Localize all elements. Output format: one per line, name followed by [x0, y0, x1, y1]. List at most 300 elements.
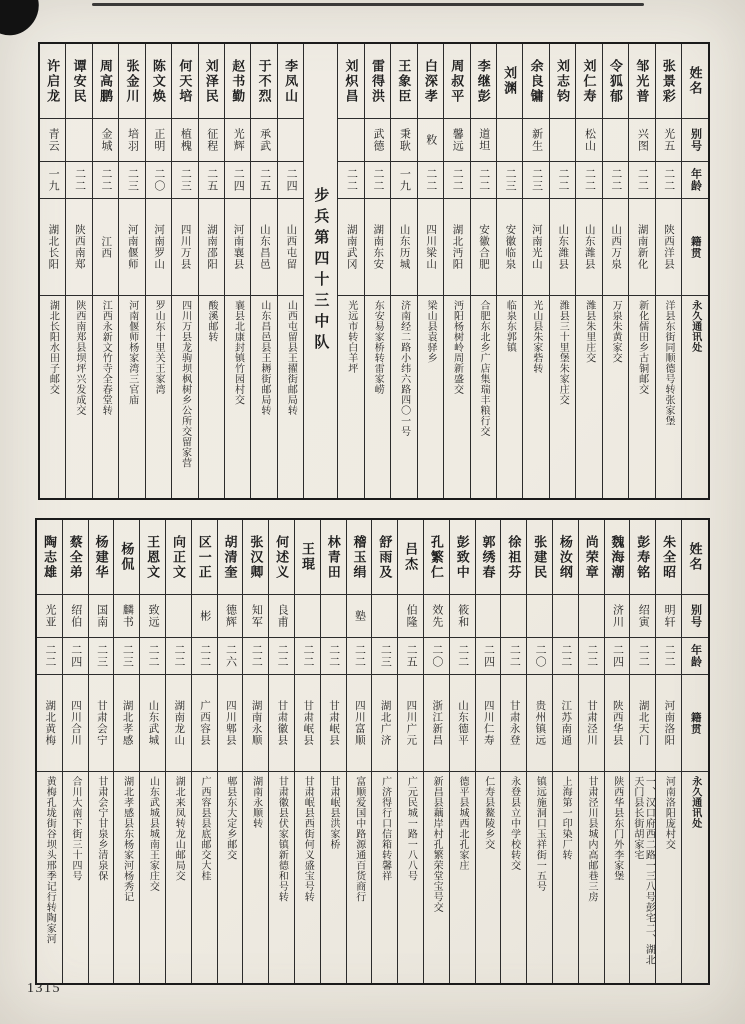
person-column — [250, 44, 276, 498]
person-name: 雷得洪 — [369, 58, 385, 104]
address-cell — [269, 772, 294, 978]
person-column — [346, 520, 372, 983]
person-address: 甘肃会宁甘泉乡清泉保 — [95, 776, 107, 881]
address-cell — [63, 772, 88, 978]
age-cell — [553, 638, 578, 675]
row-header-column — [681, 44, 708, 498]
person-name: 蔡全弟 — [67, 534, 83, 580]
person-age: 二二 — [662, 168, 675, 192]
address-cell — [192, 772, 217, 978]
row-header-cell — [682, 296, 708, 493]
person-name: 何述义 — [274, 534, 290, 580]
person-native: 广西容县 — [199, 700, 212, 746]
person-alias: 筱和 — [456, 604, 469, 628]
age-cell — [218, 638, 243, 675]
name-cell — [251, 44, 276, 119]
person-name: 周叔平 — [449, 58, 465, 104]
native-cell — [119, 199, 144, 296]
person-age: 二三 — [126, 168, 139, 192]
age-cell — [605, 638, 630, 675]
name-cell — [146, 44, 171, 119]
person-age: 二四 — [611, 644, 624, 668]
person-native: 山东武城 — [147, 700, 160, 746]
person-native: 山西屯留 — [285, 224, 298, 270]
person-age: 二二 — [637, 644, 650, 668]
address-cell — [365, 296, 390, 493]
person-native: 山东潍县 — [583, 224, 596, 270]
age-cell — [278, 162, 303, 199]
person-name: 刘志钧 — [555, 58, 571, 104]
unit-title-column — [303, 44, 337, 498]
address-cell — [656, 772, 681, 978]
person-address: 德平县城西北孔家庄 — [456, 776, 468, 871]
address-cell — [630, 772, 655, 978]
person-native: 甘肃永登 — [508, 700, 521, 746]
name-cell — [40, 44, 65, 119]
person-alias: 明轩 — [663, 604, 676, 628]
person-column — [371, 520, 397, 983]
person-name: 吕杰 — [403, 542, 419, 572]
person-name: 张汉卿 — [248, 534, 264, 580]
native-cell — [579, 675, 604, 772]
person-address: 陕西华县东门外李家堡 — [611, 776, 623, 881]
alias-cell — [338, 119, 363, 162]
person-address: 陕西南郑县坝坪兴发成交 — [73, 300, 85, 416]
address-cell — [278, 296, 303, 493]
age-cell — [450, 638, 475, 675]
person-age: 二二 — [276, 644, 289, 668]
person-name: 朱全昭 — [661, 534, 677, 580]
native-cell — [251, 199, 276, 296]
address-cell — [471, 296, 496, 493]
alias-cell — [192, 595, 217, 638]
name-cell — [93, 44, 118, 119]
alias-cell — [398, 595, 423, 638]
person-age: 二二 — [583, 168, 596, 192]
address-cell — [605, 772, 630, 978]
address-cell — [497, 296, 522, 493]
age-cell — [656, 638, 681, 675]
person-column — [390, 44, 416, 498]
person-address: 一、汉口府西二路一三八号彭宅二、湖北天门县长街胡家宅 — [631, 776, 655, 965]
address-cell — [66, 296, 91, 493]
person-name: 李继彭 — [475, 58, 491, 104]
person-age: 二五 — [258, 168, 271, 192]
age-cell — [225, 162, 250, 199]
native-cell — [40, 199, 65, 296]
address-cell — [172, 296, 197, 493]
person-column — [92, 44, 118, 498]
person-native: 河南襄县 — [232, 224, 245, 270]
name-cell — [476, 520, 501, 595]
person-address: 湖北来凤转龙山邮局交 — [173, 776, 185, 881]
person-alias: 良甫 — [276, 604, 289, 628]
name-cell — [391, 44, 416, 119]
person-address: 甘肃泾川县城内高邮巷三房 — [585, 776, 597, 902]
alias-cell — [166, 595, 191, 638]
person-column — [628, 44, 654, 498]
alias-cell — [471, 119, 496, 162]
alias-cell — [172, 119, 197, 162]
person-native: 四川富顺 — [353, 700, 366, 746]
alias-cell — [269, 595, 294, 638]
person-native: 甘肃岷县 — [328, 700, 341, 746]
person-column — [337, 44, 363, 498]
person-column — [575, 44, 601, 498]
native-cell — [550, 199, 575, 296]
person-native: 安徽临泉 — [504, 224, 517, 270]
person-column — [217, 520, 243, 983]
native-cell — [424, 675, 449, 772]
age-cell — [40, 162, 65, 199]
person-native: 湖南武冈 — [345, 224, 358, 270]
name-cell — [579, 520, 604, 595]
native-cell — [63, 675, 88, 772]
native-cell — [476, 675, 501, 772]
person-name: 徐祖芬 — [506, 534, 522, 580]
person-name: 王琨 — [299, 542, 315, 572]
age-cell — [398, 638, 423, 675]
person-native: 江西 — [100, 235, 113, 259]
person-age: 二四 — [285, 168, 298, 192]
page-number: 1315 — [27, 981, 61, 996]
person-native: 湖南东安 — [372, 224, 385, 270]
person-name: 邹光普 — [634, 58, 650, 104]
alias-cell — [278, 119, 303, 162]
person-name: 张景彩 — [660, 58, 676, 104]
person-native: 湖北孝感 — [121, 700, 134, 746]
person-age: 二四 — [69, 644, 82, 668]
person-address: 罗山东十里关王家湾 — [153, 300, 165, 395]
native-cell — [37, 675, 62, 772]
person-name: 向正文 — [170, 534, 186, 580]
person-name: 刘炽昌 — [343, 58, 359, 104]
person-address: 广西容县县底邮交大桂 — [199, 776, 210, 881]
person-native: 河南光山 — [530, 224, 543, 270]
person-column — [655, 44, 681, 498]
name-cell — [365, 44, 390, 119]
name-cell — [269, 520, 294, 595]
native-cell — [278, 199, 303, 296]
person-age: 二五 — [405, 644, 418, 668]
person-address: 济南经二路小纬六路四〇一号 — [398, 300, 410, 437]
person-column — [522, 44, 548, 498]
person-age: 二二 — [100, 168, 113, 192]
row-header-age-label: 年龄 — [689, 168, 702, 192]
person-name: 张建民 — [532, 534, 548, 580]
address-cell — [338, 296, 363, 493]
person-alias: 松山 — [583, 128, 596, 152]
native-cell — [192, 675, 217, 772]
row-header-alias-label: 别号 — [689, 128, 702, 152]
person-alias: 塾 — [353, 610, 366, 622]
native-cell — [347, 675, 372, 772]
name-cell — [278, 44, 303, 119]
person-native: 湖南新化 — [636, 224, 649, 270]
person-name: 尚荣章 — [583, 534, 599, 580]
native-cell — [338, 199, 363, 296]
person-age: 二二 — [585, 644, 598, 668]
name-cell — [347, 520, 372, 595]
native-cell — [218, 675, 243, 772]
person-name: 杨建华 — [93, 534, 109, 580]
person-age: 二二 — [663, 644, 676, 668]
name-cell — [321, 520, 346, 595]
person-name: 区一正 — [196, 534, 212, 580]
person-native: 甘肃泾川 — [585, 700, 598, 746]
age-cell — [269, 638, 294, 675]
age-cell — [550, 162, 575, 199]
person-native: 山东昌邑 — [258, 224, 271, 270]
person-alias: 金城 — [100, 128, 113, 152]
person-name: 许启龙 — [45, 58, 61, 104]
person-alias: 武德 — [371, 128, 384, 152]
age-cell — [576, 162, 601, 199]
row-header-cell — [682, 675, 708, 772]
address-cell — [166, 772, 191, 978]
person-column — [500, 520, 526, 983]
alias-cell — [444, 119, 469, 162]
age-cell — [140, 638, 165, 675]
name-cell — [398, 520, 423, 595]
person-alias: 伯隆 — [405, 604, 418, 628]
person-age: 二二 — [345, 168, 358, 192]
person-column — [578, 520, 604, 983]
person-column — [118, 44, 144, 498]
native-cell — [450, 675, 475, 772]
native-cell — [321, 675, 346, 772]
person-address: 广元民城一路一八八号 — [405, 776, 417, 881]
age-cell — [192, 638, 217, 675]
age-cell — [146, 162, 171, 199]
person-column — [604, 520, 630, 983]
row-header-address-label: 永久通讯处 — [689, 300, 701, 353]
person-column — [526, 520, 552, 983]
person-alias: 秉耿 — [398, 128, 411, 152]
person-column — [475, 520, 501, 983]
name-cell — [527, 520, 552, 595]
alias-cell — [372, 595, 397, 638]
native-cell — [603, 199, 628, 296]
address-cell — [140, 772, 165, 978]
person-name: 杨侃 — [119, 542, 135, 572]
alias-cell — [576, 119, 601, 162]
native-cell — [656, 675, 681, 772]
alias-cell — [656, 119, 681, 162]
alias-cell — [450, 595, 475, 638]
native-cell — [501, 675, 526, 772]
person-column — [449, 520, 475, 983]
person-age: 一九 — [47, 168, 60, 192]
person-column — [224, 44, 250, 498]
age-cell — [497, 162, 522, 199]
person-alias: 绍寅 — [637, 604, 650, 628]
address-cell — [89, 772, 114, 978]
person-age: 二三 — [530, 168, 543, 192]
person-column — [145, 44, 171, 498]
name-cell — [501, 520, 526, 595]
native-cell — [523, 199, 548, 296]
age-cell — [418, 162, 443, 199]
age-cell — [251, 162, 276, 199]
name-cell — [523, 44, 548, 119]
age-cell — [37, 638, 62, 675]
person-alias: 兴图 — [636, 128, 649, 152]
person-address: 洋县东街同顺德号转张家堡 — [663, 300, 675, 426]
person-alias: 知军 — [250, 604, 263, 628]
name-cell — [444, 44, 469, 119]
person-name: 杨汝纲 — [557, 534, 573, 580]
alias-cell — [523, 119, 548, 162]
person-age: 二二 — [636, 168, 649, 192]
person-address: 湖北长阳水田子邮交 — [47, 300, 59, 395]
person-address: 湖北孝感县东杨家河杨秀记 — [121, 776, 133, 902]
person-name: 王象臣 — [396, 58, 412, 104]
person-column — [496, 44, 522, 498]
name-cell — [218, 520, 243, 595]
person-alias: 麟书 — [121, 604, 134, 628]
person-native: 湖北沔阳 — [451, 224, 464, 270]
name-cell — [192, 520, 217, 595]
person-age: 二六 — [224, 644, 237, 668]
person-column — [423, 520, 449, 983]
name-cell — [172, 44, 197, 119]
native-cell — [391, 199, 416, 296]
person-address: 河南偃师杨家湾三官庙 — [126, 300, 138, 405]
native-cell — [497, 199, 522, 296]
address-cell — [579, 772, 604, 978]
person-address: 山西屯留县王擢街邮局转 — [285, 300, 297, 416]
person-name: 陈文焕 — [150, 58, 166, 104]
address-cell — [527, 772, 552, 978]
row-header-cell — [682, 162, 708, 199]
person-name: 赵书勤 — [230, 58, 246, 104]
name-cell — [66, 44, 91, 119]
native-cell — [605, 675, 630, 772]
person-address: 东安易家桥转雷家崂 — [372, 300, 384, 395]
native-cell — [199, 199, 224, 296]
row-header-cell — [682, 199, 708, 296]
address-cell — [372, 772, 397, 978]
person-address: 新化儒田乡古铜邮交 — [636, 300, 648, 395]
person-alias: 彬 — [198, 610, 211, 622]
person-alias: 致远 — [147, 604, 160, 628]
person-address: 梁山县袁驿乡 — [425, 300, 437, 363]
person-column — [470, 44, 496, 498]
native-cell — [172, 199, 197, 296]
person-column — [113, 520, 139, 983]
person-age: 二三 — [95, 644, 108, 668]
age-cell — [347, 638, 372, 675]
name-cell — [629, 44, 654, 119]
person-age: 二二 — [327, 644, 340, 668]
age-cell — [579, 638, 604, 675]
alias-cell — [114, 595, 139, 638]
age-cell — [501, 638, 526, 675]
address-cell — [225, 296, 250, 493]
person-age: 二二 — [198, 644, 211, 668]
age-cell — [89, 638, 114, 675]
person-age: 二四 — [482, 644, 495, 668]
person-age: 二二 — [172, 644, 185, 668]
address-cell — [476, 772, 501, 978]
alias-cell — [225, 119, 250, 162]
person-alias: 道坦 — [477, 128, 490, 152]
person-address: 永登县立中学校转交 — [508, 776, 520, 871]
address-cell — [37, 772, 62, 978]
person-age: 二二 — [559, 644, 572, 668]
person-alias: 敉 — [424, 134, 437, 146]
age-cell — [166, 638, 191, 675]
row-header-native-label: 籍贯 — [689, 711, 702, 735]
address-cell — [398, 772, 423, 978]
native-cell — [114, 675, 139, 772]
person-age: 二〇 — [152, 168, 165, 192]
person-alias: 光亚 — [43, 604, 56, 628]
person-address: 黄梅孔垅街谷坝头邢季记行转陶家河 — [44, 776, 56, 944]
person-alias: 植槐 — [179, 128, 192, 152]
alias-cell — [391, 119, 416, 162]
person-column — [277, 44, 303, 498]
age-cell — [424, 638, 449, 675]
alias-cell — [295, 595, 320, 638]
native-cell — [527, 675, 552, 772]
native-cell — [269, 675, 294, 772]
person-address: 合川大南下街三十四号 — [70, 776, 82, 881]
age-cell — [372, 638, 397, 675]
row-header-address-label: 永久通讯处 — [689, 776, 701, 829]
age-cell — [66, 162, 91, 199]
scan-smudge — [0, 0, 45, 43]
age-cell — [444, 162, 469, 199]
name-cell — [166, 520, 191, 595]
person-column — [552, 520, 578, 983]
address-cell — [418, 296, 443, 493]
person-column — [397, 520, 423, 983]
native-cell — [576, 199, 601, 296]
person-alias: 光辉 — [232, 128, 245, 152]
person-name: 胡清奎 — [222, 534, 238, 580]
person-native: 河南洛阳 — [663, 700, 676, 746]
native-cell — [146, 199, 171, 296]
person-name: 李凤山 — [283, 58, 299, 104]
name-cell — [114, 520, 139, 595]
age-cell — [365, 162, 390, 199]
native-cell — [629, 199, 654, 296]
address-cell — [40, 296, 65, 493]
person-age: 二二 — [250, 644, 263, 668]
person-address: 富顺爱国中路源通百货商行 — [353, 776, 365, 902]
person-native: 湖北黄梅 — [44, 700, 57, 746]
unit-title-cell — [304, 44, 337, 498]
person-native: 湖北长阳 — [47, 224, 60, 270]
age-cell — [629, 162, 654, 199]
person-native: 安徽合肥 — [477, 224, 490, 270]
person-column — [602, 44, 628, 498]
person-column — [417, 44, 443, 498]
person-name: 于不烈 — [256, 58, 272, 104]
name-cell — [471, 44, 496, 119]
alias-cell — [40, 119, 65, 162]
person-native: 江苏南通 — [560, 700, 573, 746]
native-cell — [166, 675, 191, 772]
person-name: 陶志雄 — [41, 534, 57, 580]
age-cell — [295, 638, 320, 675]
person-address: 临泉东郭镇 — [504, 300, 516, 353]
alias-cell — [243, 595, 268, 638]
name-cell — [418, 44, 443, 119]
address-cell — [199, 296, 224, 493]
